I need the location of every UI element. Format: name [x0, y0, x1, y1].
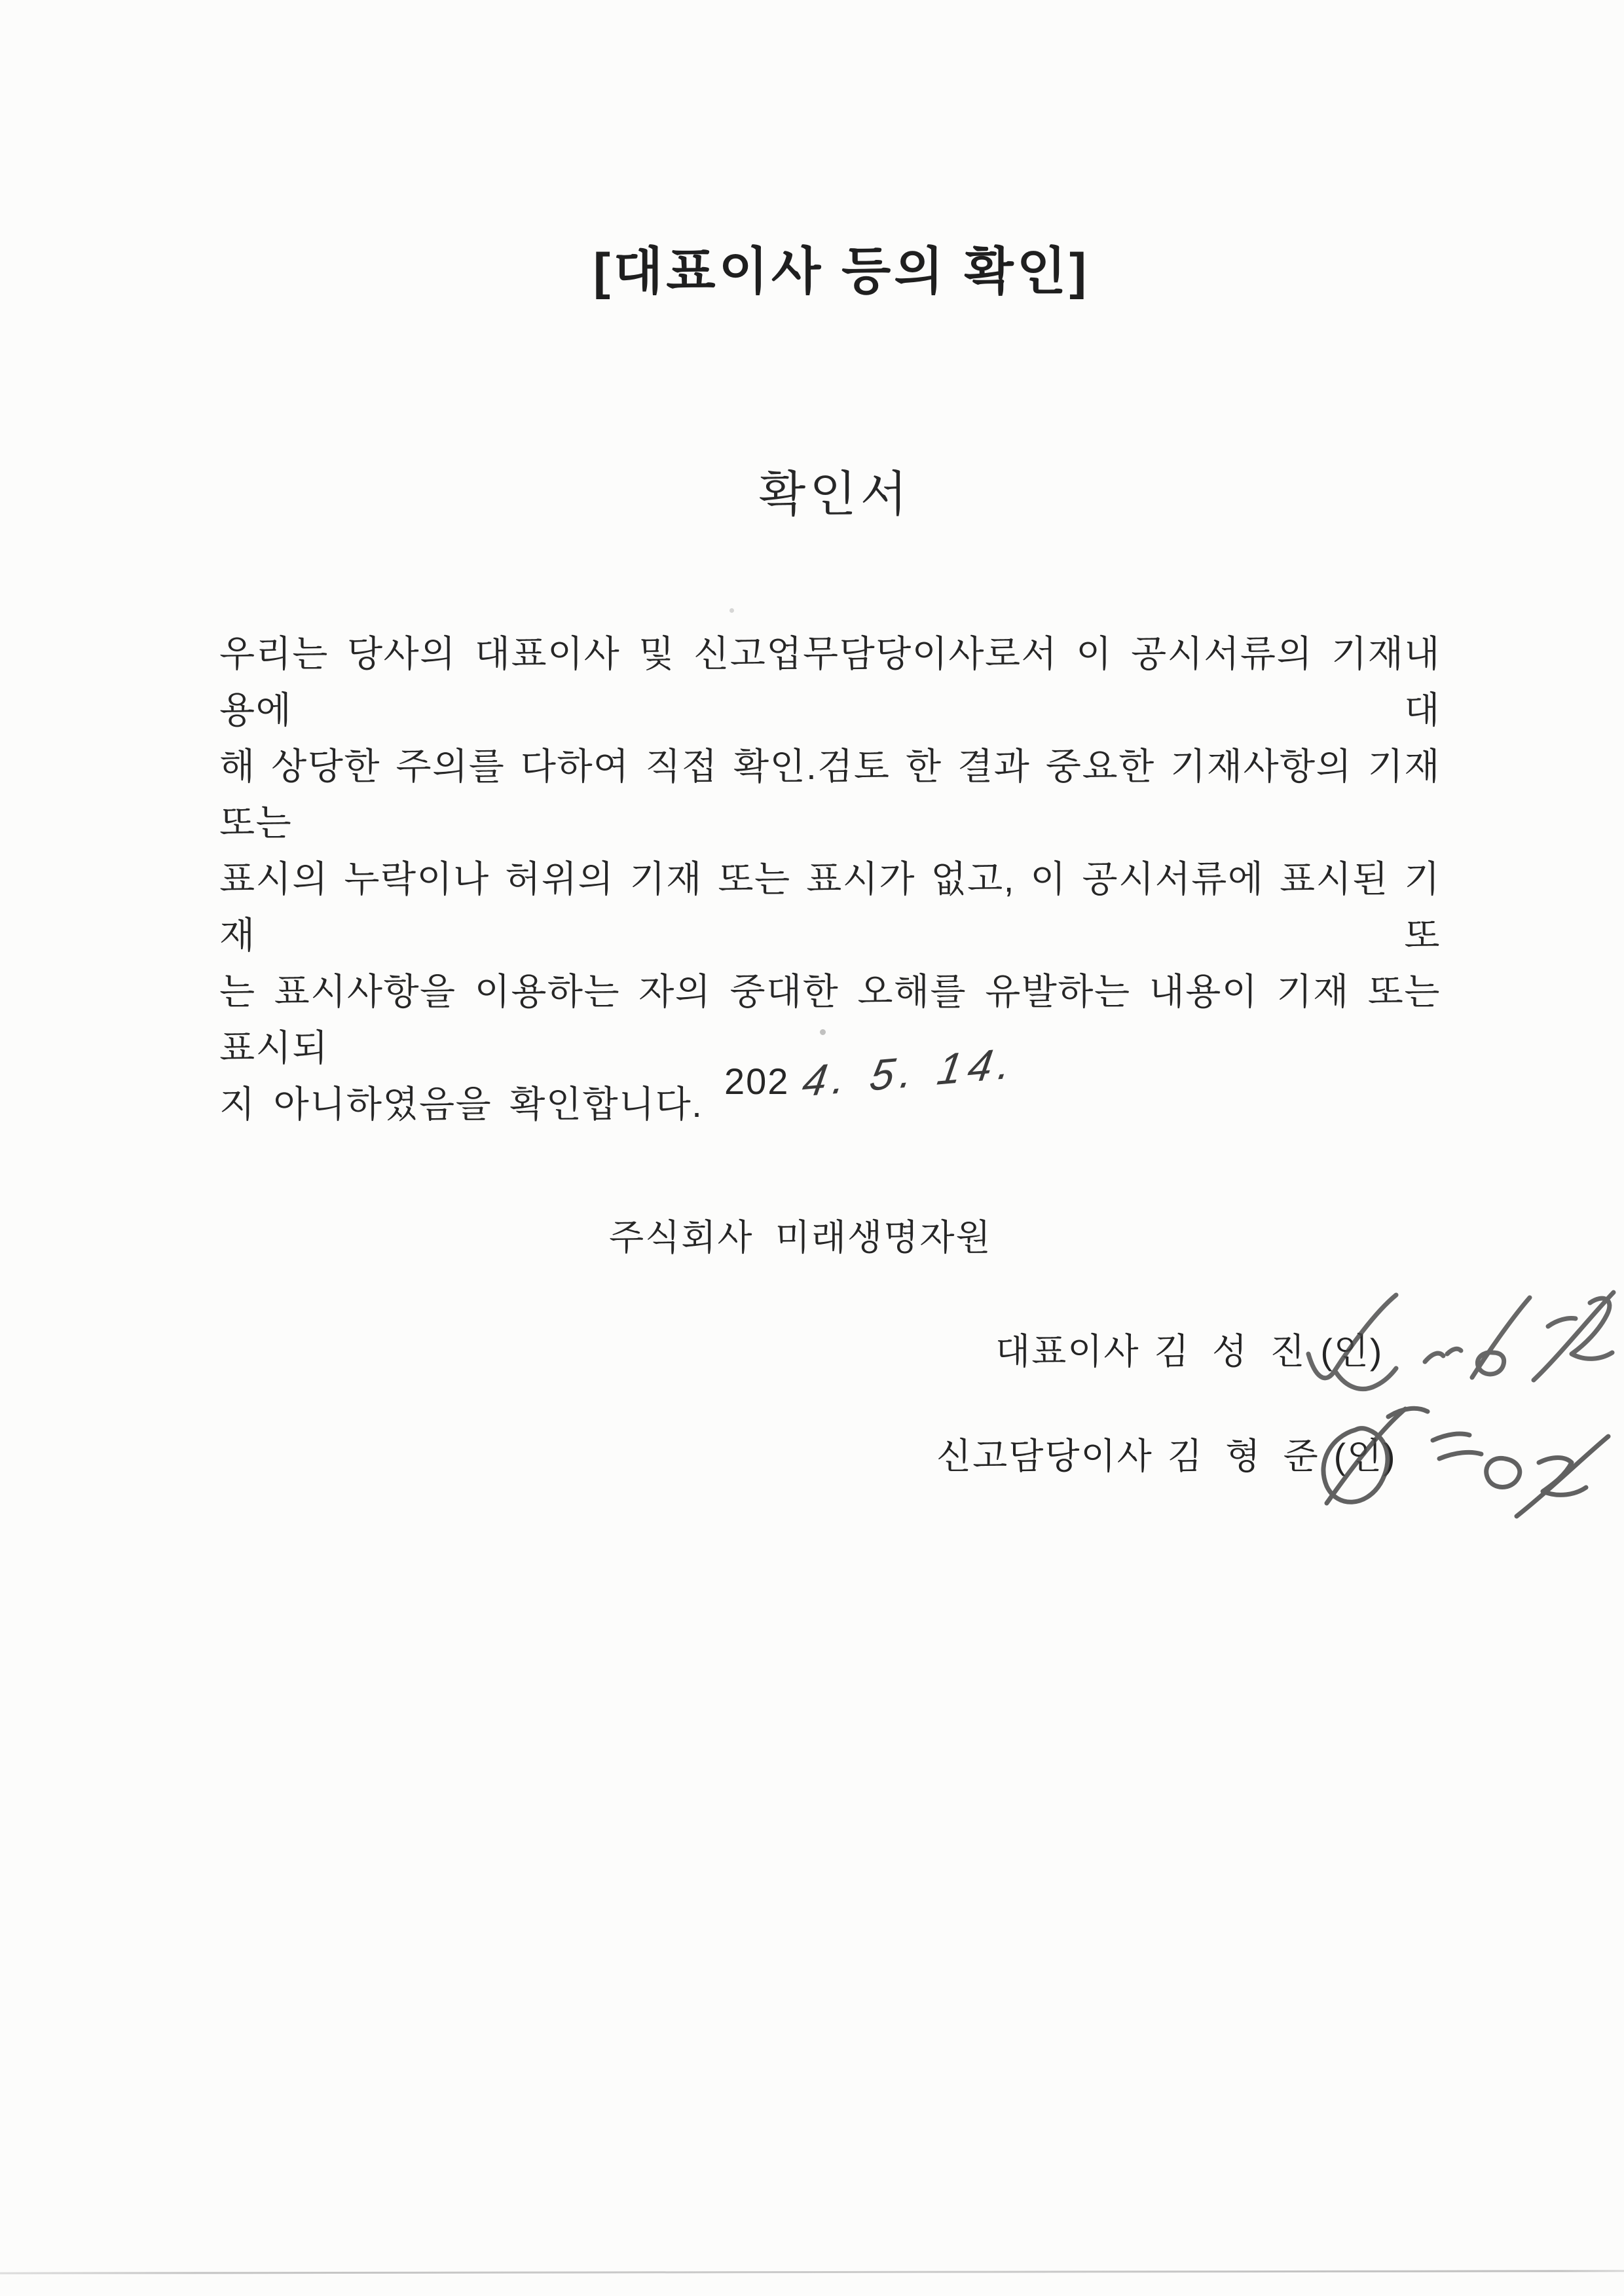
- scan-speck: [729, 608, 734, 613]
- date-line: [724, 1038, 1022, 1106]
- seal-label: (인): [1320, 1331, 1384, 1372]
- body-line: 해 상당한 주의를 다하여 직접 확인.검토 한 결과 중요한 기재사항의 기재 또는: [219, 746, 1441, 843]
- body-line: 는 표시사항을 이용하는 자의 중대한 오해를 유발하는 내용이 기재 또는 표시되: [219, 971, 1441, 1068]
- seal-label: (인): [1333, 1436, 1397, 1476]
- scan-edge-artifact: [0, 2270, 1624, 2274]
- date-printed-prefix: 202: [724, 1061, 790, 1102]
- signer-title: 대표이사: [995, 1331, 1140, 1372]
- body-line: 지 아니하였음을 확인합니다.: [219, 1084, 703, 1125]
- scan-speck: [820, 1029, 826, 1035]
- signer-name: 김 형 준: [1167, 1436, 1320, 1476]
- body-line: 우리는 당사의 대표이사 및 신고업무담당이사로서 이 공시서류의 기재내용에 대: [219, 633, 1441, 731]
- date-handwritten: 4. 5. 14.: [799, 1038, 1022, 1106]
- body-line: 표시의 누락이나 허위의 기재 또는 표시가 없고, 이 공시서류에 표시된 기재 또: [219, 858, 1441, 956]
- company-name: 주식회사 미래생명자원: [609, 1217, 992, 1258]
- signer-title: 신고담당이사: [936, 1436, 1153, 1476]
- officer-signature-scribble: [1289, 1398, 1619, 1533]
- ceo-signature-scribble: [1297, 1288, 1624, 1410]
- signer-name: 김 성 진: [1154, 1331, 1306, 1372]
- bracket-header-title: [대표이사 등의 확인]: [593, 242, 1090, 300]
- document-title: 확인서: [758, 467, 912, 521]
